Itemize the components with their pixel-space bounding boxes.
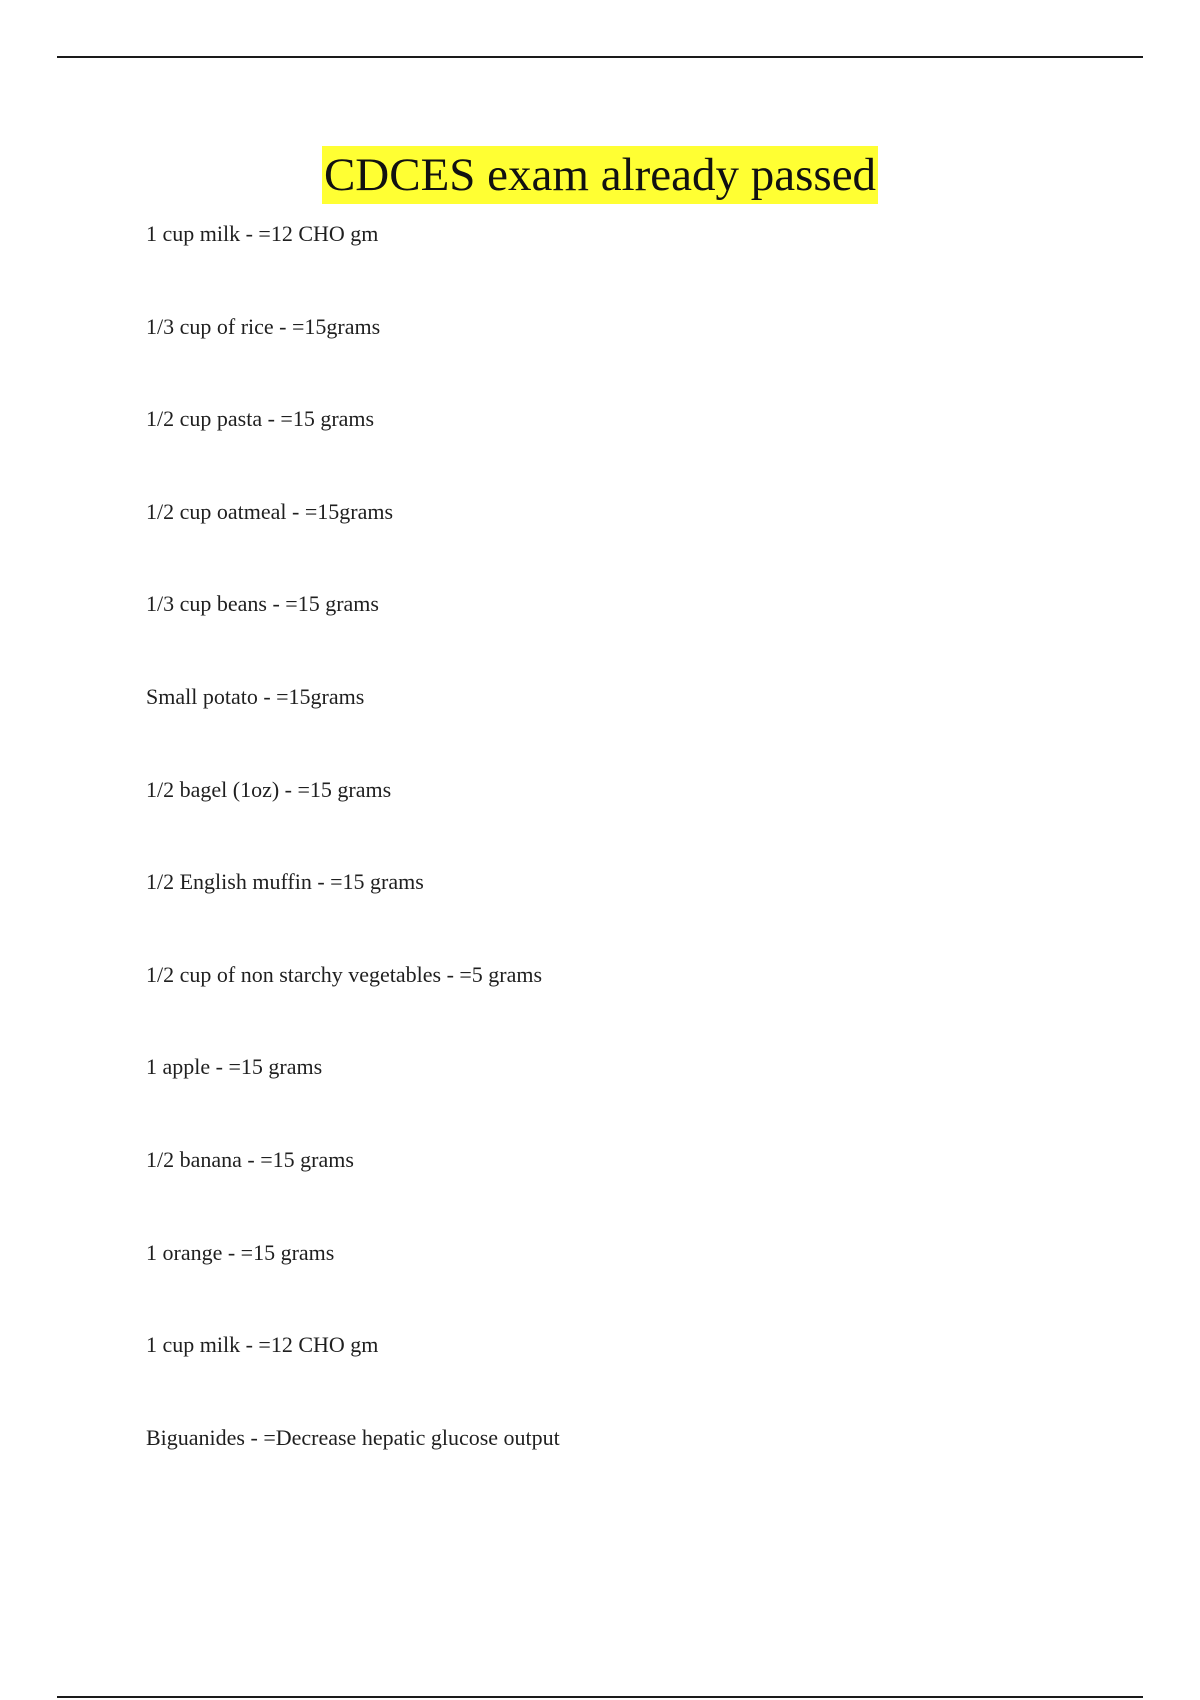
document-title: CDCES exam already passed: [322, 146, 878, 204]
flashcard-entry: 1 cup milk - =12 CHO gm: [146, 1332, 379, 1358]
flashcard-entry: 1 apple - =15 grams: [146, 1054, 323, 1080]
flashcard-entry: 1/2 English muffin - =15 grams: [146, 869, 424, 895]
flashcard-entry: 1/2 cup of non starchy vegetables - =5 grams: [146, 961, 543, 987]
flashcard-list: [146, 218, 1146, 1514]
flashcard-entry: 1/2 cup pasta - =15 grams: [146, 406, 375, 432]
flashcard-entry: 1/3 cup of rice - =15grams: [146, 313, 381, 339]
flashcard-entry: 1/2 bagel (1oz) - =15 grams: [146, 776, 392, 802]
flashcard-entry: Biguanides - =Decrease hepatic glucose output: [146, 1424, 560, 1450]
title-container: [0, 146, 1200, 204]
bottom-divider: [57, 1696, 1143, 1698]
flashcard-entry: 1/2 banana - =15 grams: [146, 1146, 354, 1172]
top-divider: [57, 56, 1143, 58]
flashcard-entry: 1/2 cup oatmeal - =15grams: [146, 498, 394, 524]
flashcard-entry: 1 orange - =15 grams: [146, 1239, 335, 1265]
flashcard-entry: 1 cup milk - =12 CHO gm: [146, 221, 379, 246]
flashcard-entry: Small potato - =15grams: [146, 683, 365, 709]
flashcard-entry: 1/3 cup beans - =15 grams: [146, 591, 379, 617]
